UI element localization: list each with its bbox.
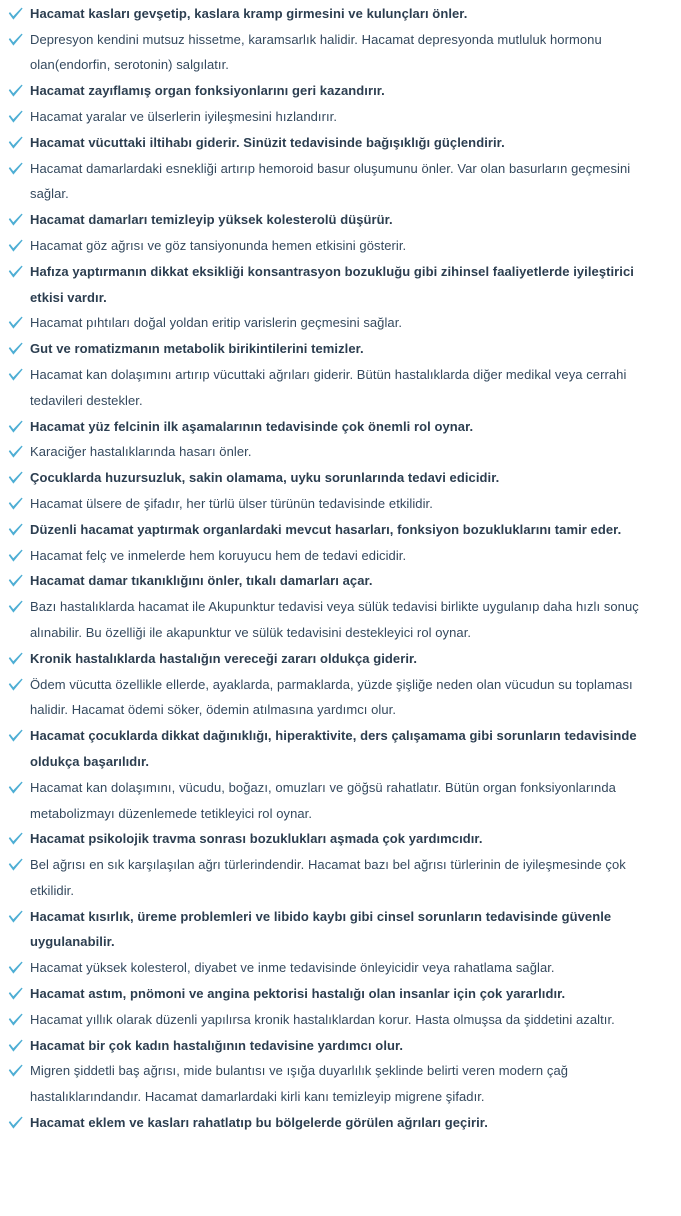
benefit-list-item xyxy=(0,775,681,827)
benefit-list-item xyxy=(0,207,681,233)
benefit-list-item xyxy=(0,465,681,491)
benefit-item-text: Hacamat yaralar ve ülserlerin iyileşmesini hızlandırır. xyxy=(30,108,338,124)
check-icon xyxy=(8,471,23,485)
benefit-item-text: Hacamat astım, pnömoni ve angina pektorisi hastalığı olan insanlar için çok yararlıdır. xyxy=(30,986,566,1002)
benefit-list-item xyxy=(0,1,681,27)
check-icon xyxy=(8,162,23,176)
benefit-item-text: Hacamat yüksek kolesterol, diyabet ve inme tedavisinde önleyicidir veya rahatlama sağlar. xyxy=(30,960,555,976)
benefit-list-item xyxy=(0,104,681,130)
benefit-list-item xyxy=(0,568,681,594)
benefit-list-item xyxy=(0,233,681,259)
benefit-item-text: Hacamat damarları temizleyip yüksek kolesterolü düşürür. xyxy=(30,212,393,228)
benefit-list-item xyxy=(0,1058,681,1110)
benefit-item-text: Hacamat yüz felcinin ilk aşamalarının tedavisinde çok önemli rol oynar. xyxy=(30,418,474,434)
check-icon xyxy=(8,265,23,279)
check-icon xyxy=(8,316,23,330)
benefit-item-text: Hacamat çocuklarda dikkat dağınıklığı, hiperaktivite, ders çalışamama gibi sorunların tedavisinde oldukça başarılıdır. xyxy=(30,728,637,769)
benefit-item-text: Hacamat damarlardaki esnekliği artırıp hemoroid basur oluşumunu önler. Var olan basurların geçmesini sağlar. xyxy=(30,160,631,202)
check-icon xyxy=(8,368,23,382)
benefit-list-item xyxy=(0,826,681,852)
benefit-item-text: Hacamat felç ve inmelerde hem koruyucu hem de tedavi edicidir. xyxy=(30,547,407,563)
benefit-list-item xyxy=(0,1033,681,1059)
check-icon xyxy=(8,678,23,692)
check-icon xyxy=(8,652,23,666)
benefit-item-text: Migren şiddetli baş ağrısı, mide bulantısı ve ışığa duyarlılık şeklinde belirti veren modern çağ hastalıklarındandır. Hacamat damarlardaki kirli kanı temizleyip migrene şifadır. xyxy=(30,1063,569,1105)
check-icon xyxy=(8,1116,23,1130)
check-icon xyxy=(8,781,23,795)
benefit-list-item xyxy=(0,543,681,569)
benefit-item-text: Hacamat kasları gevşetip, kaslara kramp girmesini ve kulunçları önler. xyxy=(30,5,468,21)
check-icon xyxy=(8,342,23,356)
check-icon xyxy=(8,523,23,537)
check-icon xyxy=(8,1039,23,1053)
benefit-item-text: Bazı hastalıklarda hacamat ile Akupunktur tedavisi veya sülük tedavisi birlikte uygulanıp daha hızlı sonuç alınabilir. Bu özelliği ile akapunktur ve sülük tedavisini destekleyici rol oynar. xyxy=(30,599,639,640)
benefit-list-item xyxy=(0,594,681,646)
check-icon xyxy=(8,213,23,227)
benefit-item-text: Hacamat eklem ve kasları rahatlatıp bu bölgelerde görülen ağrıları geçirir. xyxy=(30,1115,488,1131)
check-icon xyxy=(8,600,23,614)
benefit-list-item xyxy=(0,27,681,79)
benefit-item-text: Hacamat psikolojik travma sonrası bozuklukları aşmada çok yardımcıdır. xyxy=(30,831,483,847)
benefit-item-text: Karaciğer hastalıklarında hasarı önler. xyxy=(30,444,252,460)
benefit-item-text: Hacamat kan dolaşımını, vücudu, boğazı, omuzları ve göğsü rahatlatır. Bütün organ fonksiyonlarında metabolizmayı düzenlemede tetikleyici rol oynar. xyxy=(30,779,616,821)
benefit-item-text: Hacamat göz ağrısı ve göz tansiyonunda hemen etkisini gösterir. xyxy=(30,237,407,253)
check-icon xyxy=(8,7,23,21)
benefit-item-text: Hacamat kısırlık, üreme problemleri ve libido kaybı gibi cinsel sorunların tedavisinde güvenle uygulanabilir. xyxy=(30,908,612,950)
check-icon xyxy=(8,420,23,434)
benefit-list-item xyxy=(0,362,681,414)
check-icon xyxy=(8,574,23,588)
check-icon xyxy=(8,84,23,98)
benefit-item-text: Çocuklarda huzursuzluk, sakin olamama, uyku sorunlarında tedavi edicidir. xyxy=(30,470,500,486)
benefit-item-text: Hafıza yaptırmanın dikkat eksikliği konsantrasyon bozukluğu gibi zihinsel faaliyetlerde iyileştirici etkisi vardır. xyxy=(30,263,634,305)
check-icon xyxy=(8,1064,23,1078)
benefit-list-item xyxy=(0,130,681,156)
benefit-item-text: Hacamat damar tıkanıklığını önler, tıkalı damarları açar. xyxy=(30,573,373,589)
benefit-list-item xyxy=(0,491,681,517)
benefit-item-text: Depresyon kendini mutsuz hissetme, karamsarlık halidir. Hacamat depresyonda mutluluk hormonu olan(endorfin, serotonin) salgılatır. xyxy=(30,31,602,73)
check-icon xyxy=(8,239,23,253)
benefit-list-item xyxy=(0,517,681,543)
check-icon xyxy=(8,858,23,872)
check-icon xyxy=(8,497,23,511)
check-icon xyxy=(8,1013,23,1027)
benefit-list-item xyxy=(0,852,681,904)
benefit-item-text: Hacamat vücuttaki iltihabı giderir. Sinüzit tedavisinde bağışıklığı güçlendirir. xyxy=(30,134,505,150)
check-icon xyxy=(8,549,23,563)
benefit-list-item xyxy=(0,904,681,956)
check-icon xyxy=(8,110,23,124)
benefit-item-text: Hacamat bir çok kadın hastalığının tedavisine yardımcı olur. xyxy=(30,1037,404,1053)
benefit-item-text: Düzenli hacamat yaptırmak organlardaki mevcut hasarları, fonksiyon bozukluklarını tamir eder. xyxy=(30,521,622,537)
check-icon xyxy=(8,33,23,47)
benefit-list-item xyxy=(0,646,681,672)
check-icon xyxy=(8,729,23,743)
benefit-list-item xyxy=(0,723,681,775)
benefit-list-item xyxy=(0,414,681,440)
benefit-list-item xyxy=(0,1007,681,1033)
benefit-list-item xyxy=(0,310,681,336)
benefit-list-item xyxy=(0,336,681,362)
benefit-item-text: Hacamat ülsere de şifadır, her türlü ülser türünün tedavisinde etkilidir. xyxy=(30,495,433,511)
benefit-item-text: Hacamat pıhtıları doğal yoldan eritip varislerin geçmesini sağlar. xyxy=(30,315,403,331)
benefit-item-text: Ödem vücutta özellikle ellerde, ayaklarda, parmaklarda, yüzde şişliğe neden olan vücudun su toplaması halidir. Hacamat ödemi söker, ödemin atılmasına yardımcı olur. xyxy=(30,676,633,718)
check-icon xyxy=(8,832,23,846)
benefit-list-item xyxy=(0,981,681,1007)
benefit-list-item xyxy=(0,156,681,208)
check-icon xyxy=(8,445,23,459)
check-icon xyxy=(8,987,23,1001)
benefit-item-text: Hacamat yıllık olarak düzenli yapılırsa kronik hastalıklardan korur. Hasta olmuşsa da şiddetini azaltır. xyxy=(30,1011,615,1027)
benefit-list-item xyxy=(0,78,681,104)
benefit-item-text: Gut ve romatizmanın metabolik birikintilerini temizler. xyxy=(30,341,364,357)
check-icon xyxy=(8,910,23,924)
benefit-list-item xyxy=(0,955,681,981)
benefit-list-item xyxy=(0,439,681,465)
benefit-list-item xyxy=(0,672,681,724)
benefit-list-item xyxy=(0,259,681,311)
benefit-item-text: Kronik hastalıklarda hastalığın vereceği zararı oldukça giderir. xyxy=(30,650,418,666)
benefit-item-text: Hacamat zayıflamış organ fonksiyonlarını geri kazandırır. xyxy=(30,83,385,99)
benefit-item-text: Bel ağrısı en sık karşılaşılan ağrı türlerindendir. Hacamat bazı bel ağrısı türlerinin de iyileşmesinde çok etkilidir. xyxy=(30,857,626,898)
check-icon xyxy=(8,961,23,975)
benefit-list-item xyxy=(0,1110,681,1136)
check-icon xyxy=(8,136,23,150)
benefit-item-text: Hacamat kan dolaşımını artırıp vücuttaki ağrıları giderir. Bütün hastalıklarda diğer medikal veya cerrahi tedavileri destekler. xyxy=(30,366,627,408)
